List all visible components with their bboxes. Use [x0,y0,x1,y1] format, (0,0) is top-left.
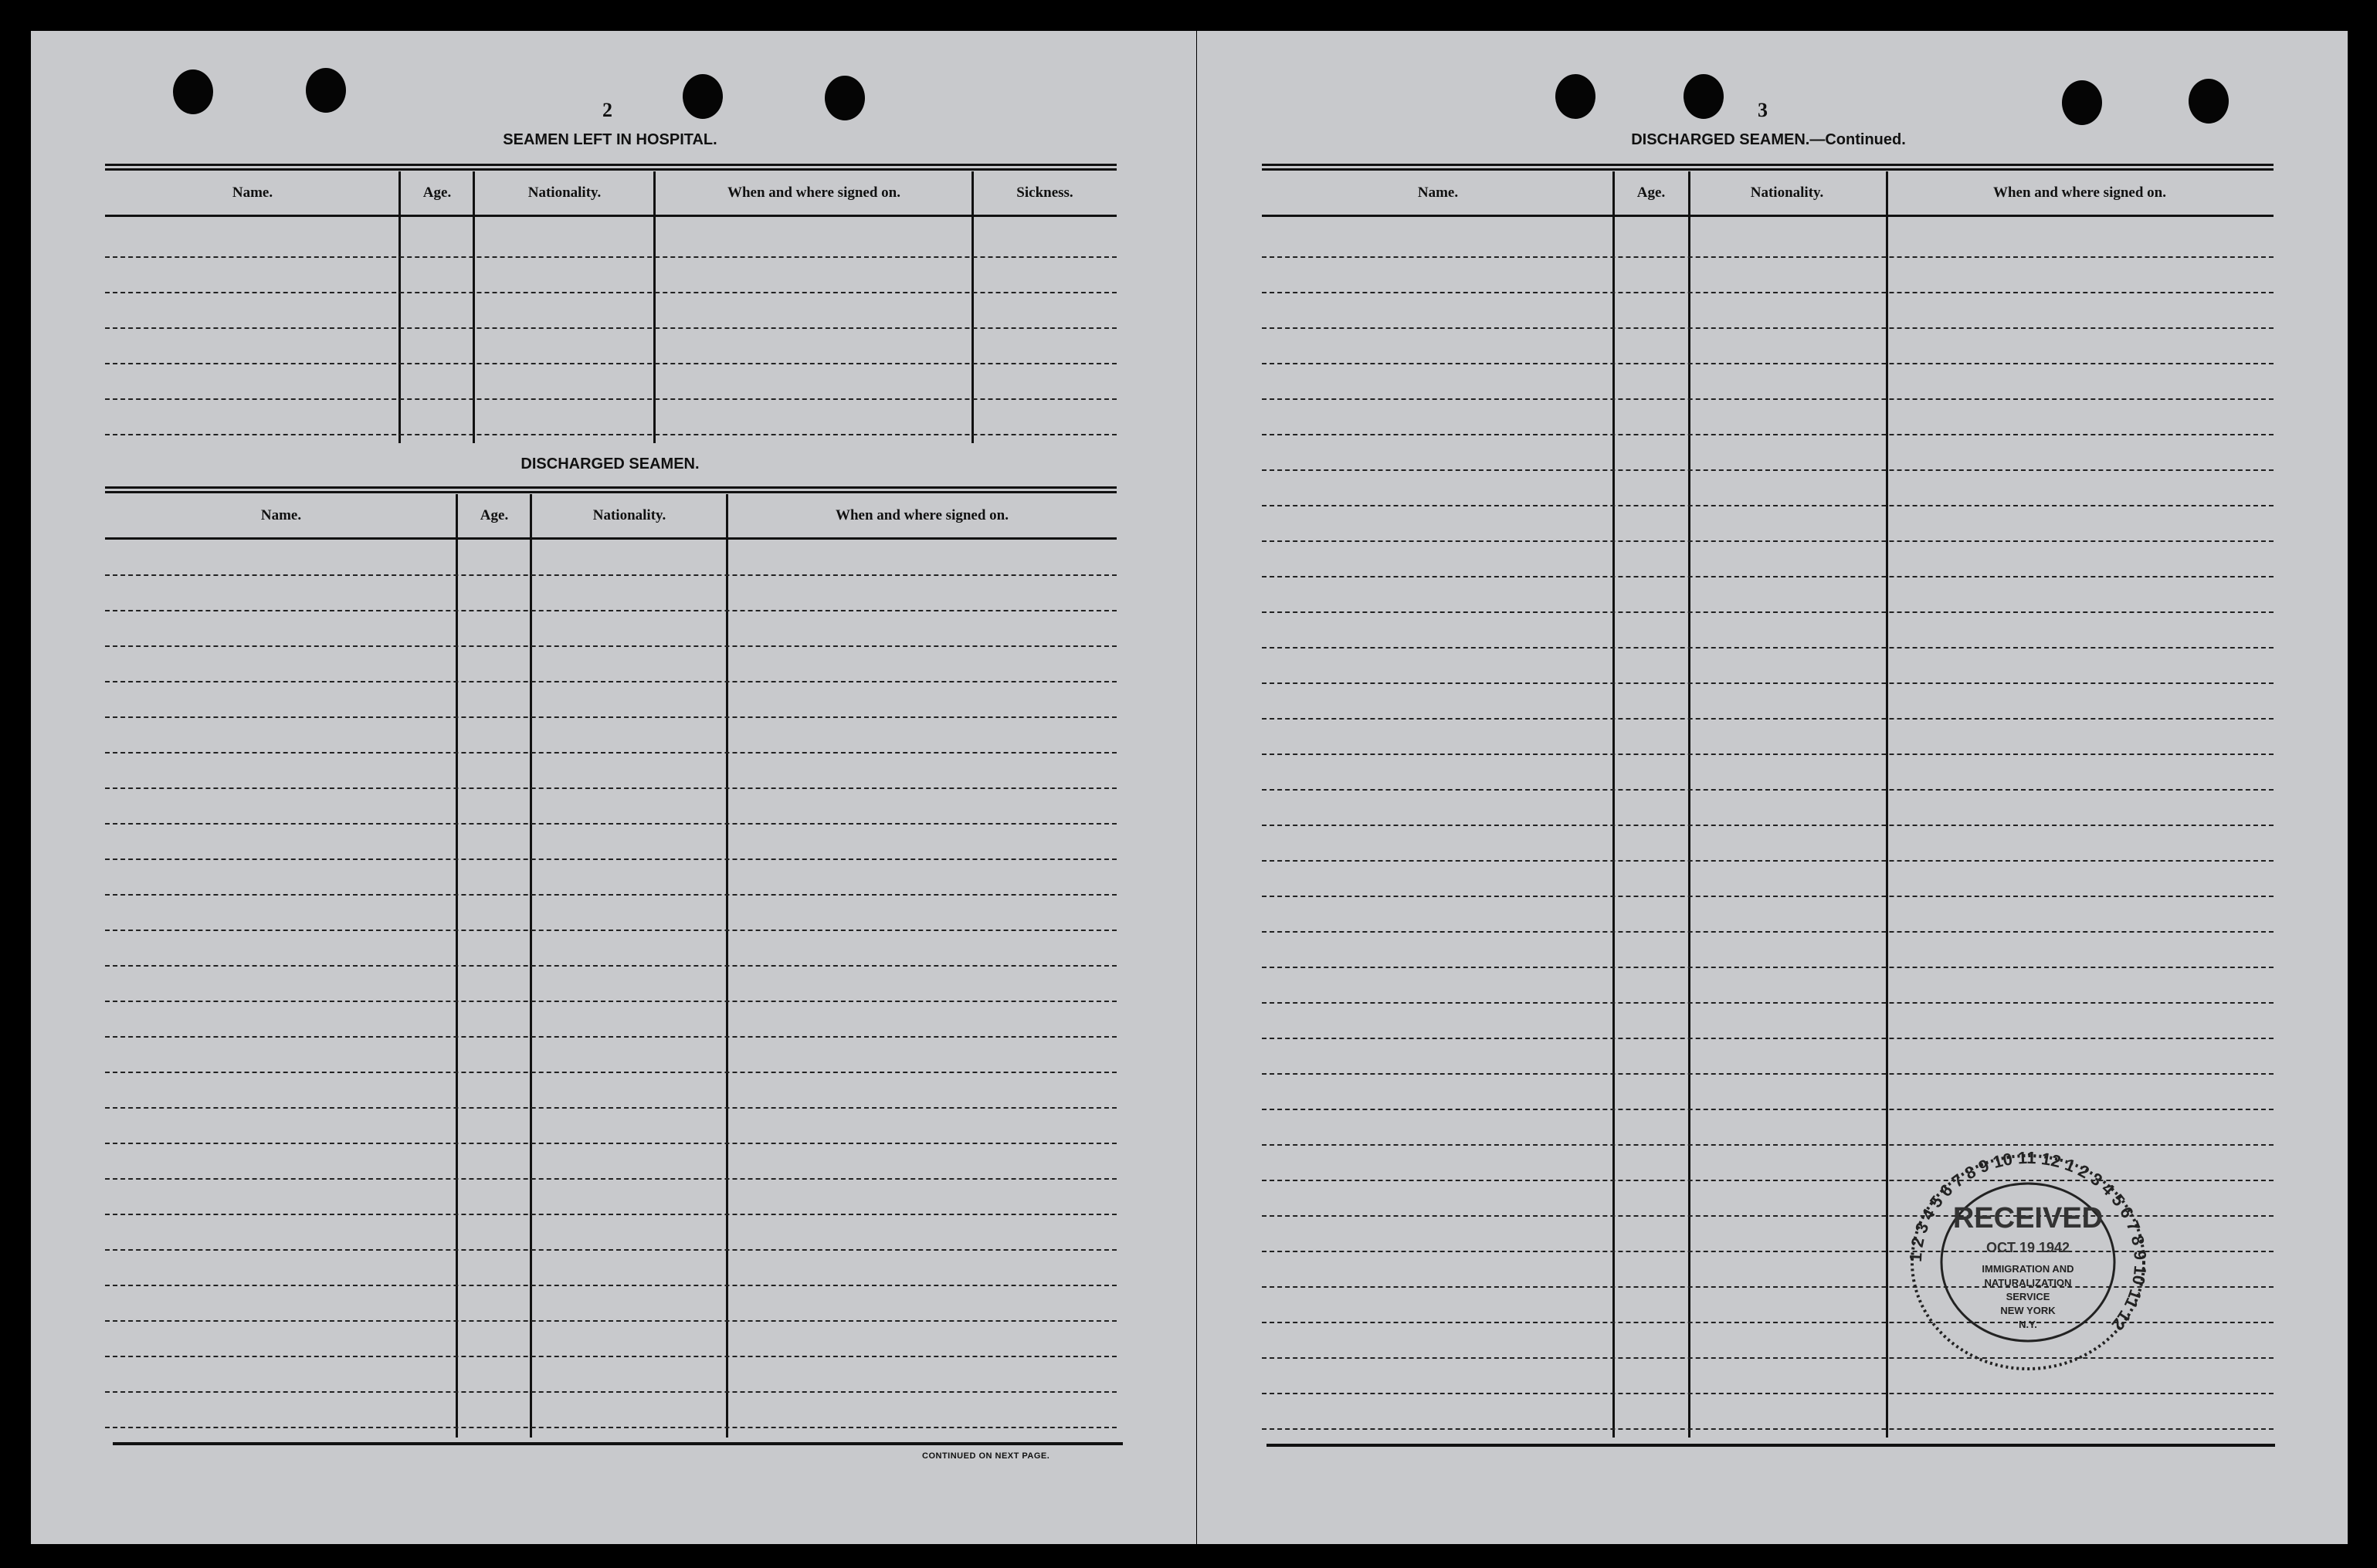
ruled-line [105,1107,1117,1109]
stamp-line: IMMIGRATION AND [1982,1263,2074,1275]
punch-hole [1684,74,1724,119]
column-header-age: Age. [422,185,452,201]
ruled-line [105,1249,1117,1251]
column-header-signed-on: When and where signed on. [835,507,1009,523]
column-header-age: Age. [480,507,509,523]
ruled-line [105,1001,1117,1002]
ruled-line [105,434,1117,435]
ruled-line [105,823,1117,825]
ruled-line [105,327,1117,329]
column-header-name: Name. [260,507,302,523]
punch-hole [825,76,865,120]
punch-hole [2189,79,2229,124]
stamp-ring-numbers: 1 2 3 4 5 6 7 8 9 10 11 12 1 2 3 4 5 6 7 8 9 10 11 12 [1905,1150,2151,1335]
ruled-line [105,1036,1117,1038]
column-header-nationality: Nationality. [592,507,666,523]
ruled-line [1262,967,2274,968]
stamp-line: SERVICE [2006,1291,2050,1302]
discharged-section-title: DISCHARGED SEAMEN. [520,455,700,472]
ruled-line [1262,754,2274,755]
column-divider [971,171,974,443]
punch-hole [1555,74,1595,119]
ruled-line [105,610,1117,611]
ruled-line [1262,1109,2274,1110]
right-page [1197,31,2348,1544]
ruled-line [1262,398,2274,400]
column-header-age: Age. [1636,185,1666,201]
ruled-line [105,398,1117,400]
stamp-received-word: RECEIVED [1952,1202,2104,1234]
punch-hole [683,74,723,119]
ruled-line [1262,1073,2274,1075]
ruled-line [105,1178,1117,1180]
ruled-line [1262,292,2274,293]
double-rule [105,164,1117,171]
ruled-line [1262,540,2274,542]
column-header-signed-on: When and where signed on. [1992,185,2166,201]
column-divider [1886,171,1888,1438]
ruled-line [1262,469,2274,471]
stamp-date: OCT 19 1942 [1985,1240,2070,1255]
hospital-section-title: SEAMEN LEFT IN HOSPITAL. [503,131,717,148]
stamp-line: NEW YORK [2000,1305,2056,1316]
column-header-sickness: Sickness. [1016,185,1073,201]
stamp-line: N.Y. [2019,1319,2037,1330]
discharged-header-row [105,494,1117,540]
ruled-line [105,716,1117,718]
ruled-line [105,645,1117,647]
ruled-line [1262,256,2274,258]
ruled-line [105,1214,1117,1215]
double-rule [105,486,1117,493]
ruled-line [1262,505,2274,506]
ruled-line [105,1285,1117,1286]
ruled-line [1262,611,2274,613]
ruled-line [105,1143,1117,1144]
ruled-line [105,1391,1117,1393]
ruled-line [105,1427,1117,1428]
ruled-line [105,930,1117,931]
received-stamp [1904,1150,2152,1374]
bottom-rule [113,1442,1123,1445]
ruled-line [1262,647,2274,649]
ruled-line [1262,1393,2274,1394]
page-number: 2 [602,99,612,121]
ruled-line [1262,434,2274,435]
ruled-line [1262,1038,2274,1039]
page-number: 3 [1758,99,1768,121]
continued-note: CONTINUED ON NEXT PAGE. [922,1451,1050,1461]
ruled-line [1262,931,2274,933]
ruled-line [105,787,1117,789]
stamp-line: NATURALIZATION [1984,1277,2072,1289]
ruled-line [105,363,1117,364]
column-divider [473,171,475,443]
ruled-line [1262,363,2274,364]
ruled-line [1262,896,2274,897]
bottom-rule [1266,1444,2275,1447]
ruled-line [105,256,1117,258]
discharged-continued-title: DISCHARGED SEAMEN.—Continued. [1631,131,1906,148]
column-divider [1612,171,1615,1438]
ruled-line [1262,718,2274,720]
ruled-line [105,752,1117,754]
hospital-header-row [105,171,1117,217]
ruled-line [105,292,1117,293]
column-header-nationality: Nationality. [1750,185,1824,201]
ruled-line [1262,1144,2274,1146]
ruled-line [1262,682,2274,684]
ruled-line [1262,860,2274,862]
column-divider [1688,171,1690,1438]
ruled-line [1262,1002,2274,1004]
ruled-line [105,681,1117,682]
column-header-name: Name. [232,185,273,201]
ruled-line [105,894,1117,896]
column-header-nationality: Nationality. [527,185,602,201]
ruled-line [105,965,1117,967]
ruled-line [1262,1428,2274,1430]
column-header-name: Name. [1417,185,1459,201]
ruled-line [1262,789,2274,791]
punch-hole [173,69,213,114]
column-divider [653,171,656,443]
column-header-signed-on: When and where signed on. [727,185,900,201]
ruled-line [105,1356,1117,1357]
punch-hole [306,68,346,113]
ruled-line [1262,825,2274,826]
ruled-line [105,1320,1117,1322]
ruled-line [105,859,1117,860]
ruled-line [1262,327,2274,329]
right-header-row [1262,171,2274,217]
ruled-line [105,574,1117,576]
punch-hole [2062,80,2102,125]
double-rule [1262,164,2274,171]
ruled-line [1262,576,2274,577]
ruled-line [105,1072,1117,1073]
column-divider [398,171,401,443]
